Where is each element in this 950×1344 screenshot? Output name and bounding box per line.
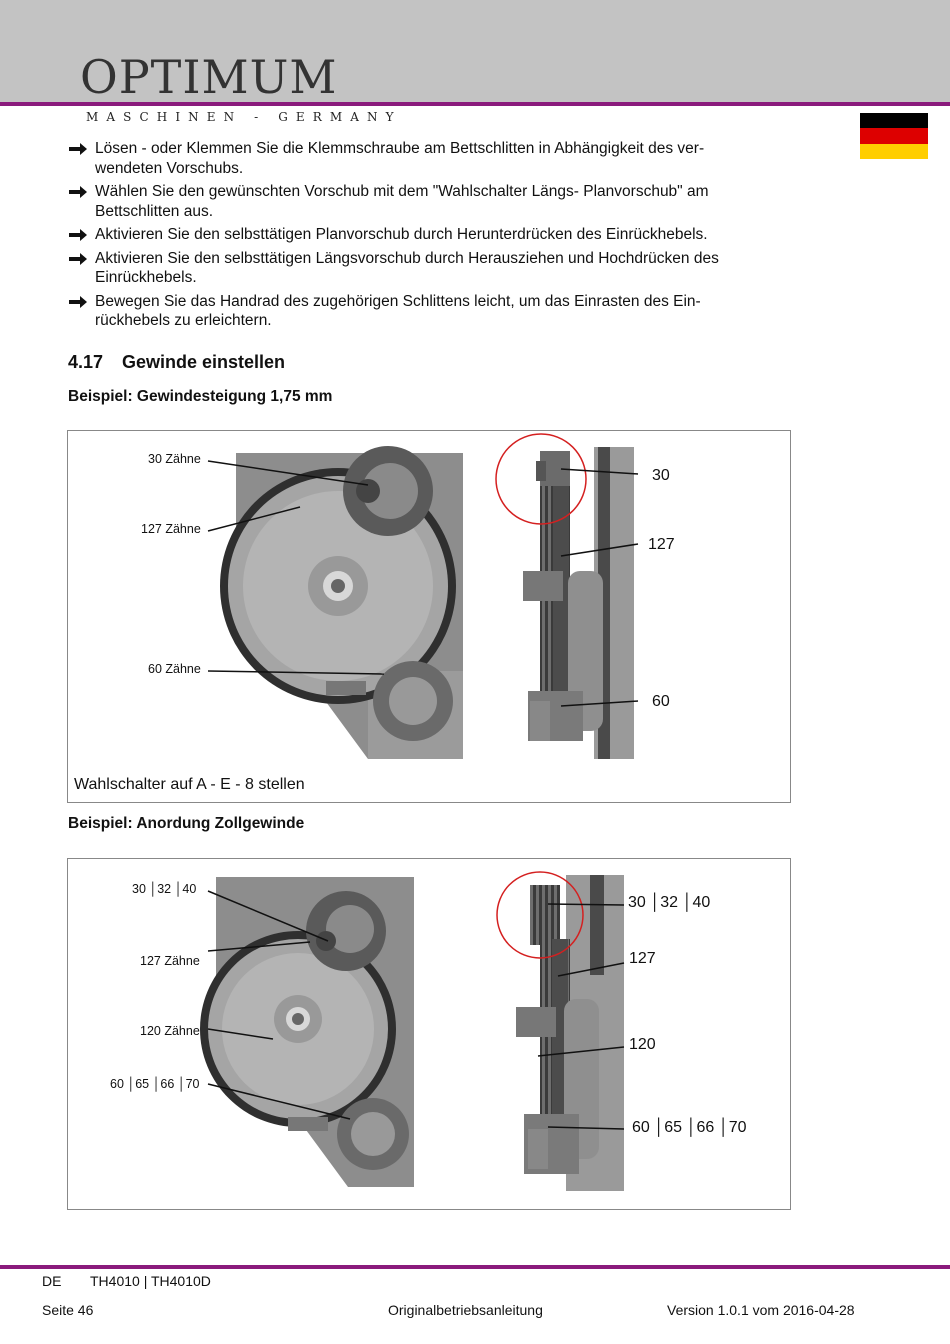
figure1-box xyxy=(67,430,791,803)
gear-number-127: 127 xyxy=(648,536,675,553)
footer-language: DE xyxy=(42,1273,62,1289)
arrow-right-icon xyxy=(68,228,88,242)
section-heading xyxy=(68,352,285,373)
gear-label-120: 120 Zähne xyxy=(140,1024,200,1038)
bullet-text: Aktivieren Sie den selbsttätigen Längsvorschub durch Herausziehen und Hochdrücken des Einrückhebels. xyxy=(95,249,719,286)
brand-logo: OPTIMUM xyxy=(80,50,338,104)
gear-label-30-32-40: 30 │32 │40 xyxy=(132,882,197,896)
footer-version: Version 1.0.1 vom 2016-04-28 xyxy=(667,1302,855,1318)
list-item xyxy=(68,292,768,331)
bullet-text: Lösen - oder Klemmen Sie die Klemmschraube am Bettschlitten in Abhängigkeit des ver-wendeten Vorschubs. xyxy=(95,140,705,177)
bullet-text: Aktivieren Sie den selbsttätigen Planvorschub durch Herunterdrücken des Einrückhebels. xyxy=(95,226,708,243)
german-flag-icon xyxy=(860,113,928,159)
figure2-heading: Beispiel: Anordung Zollgewinde xyxy=(68,815,305,832)
gear-number-120: 120 xyxy=(629,1036,656,1053)
section-title: Gewinde einstellen xyxy=(122,352,286,372)
footer-model: TH4010 | TH4010D xyxy=(90,1273,211,1289)
section-number: 4.17 xyxy=(68,352,104,372)
gear-number-30: 30 xyxy=(652,467,670,484)
gear-label-127: 127 Zähne xyxy=(141,522,201,536)
footer-accent-line xyxy=(0,1265,950,1269)
arrow-right-icon xyxy=(68,252,88,266)
figure2-box xyxy=(67,858,791,1210)
gear-label-30: 30 Zähne xyxy=(148,452,201,466)
gear-number-127: 127 xyxy=(629,950,656,967)
gear-illustration-1 xyxy=(68,431,790,802)
figure1-caption: Wahlschalter auf A - E - 8 stellen xyxy=(74,776,305,793)
figure1-heading: Beispiel: Gewindesteigung 1,75 mm xyxy=(68,388,333,405)
gear-label-60: 60 Zähne xyxy=(148,662,201,676)
list-item xyxy=(68,139,768,178)
gear-number-30-32-40: 30 │32 │40 xyxy=(628,894,711,911)
gear-number-60: 60 xyxy=(652,693,670,710)
list-item xyxy=(68,249,768,288)
arrow-right-icon xyxy=(68,295,88,309)
gear-label-127: 127 Zähne xyxy=(140,954,200,968)
brand-tagline: MASCHINEN - GERMANY xyxy=(86,110,402,124)
list-item xyxy=(68,182,768,221)
footer-page-number: Seite 46 xyxy=(42,1302,94,1318)
bullet-text: Bewegen Sie das Handrad des zugehörigen Schlittens leicht, um das Einrasten des Ein-rückhebels zu erleichtern. xyxy=(95,292,701,329)
gear-label-60-65-66-70: 60 │65 │66 │70 xyxy=(110,1077,200,1091)
footer-document-type: Originalbetriebsanleitung xyxy=(388,1302,543,1318)
list-item xyxy=(68,225,768,245)
arrow-right-icon xyxy=(68,185,88,199)
gear-number-60-65-66-70: 60 │65 │66 │70 xyxy=(632,1119,747,1136)
bullet-text: Wählen Sie den gewünschten Vorschub mit dem "Wahlschalter Längs- Planvorschub" am Bettschlitten aus. xyxy=(95,183,709,220)
arrow-right-icon xyxy=(68,142,88,156)
instruction-list xyxy=(68,139,768,335)
